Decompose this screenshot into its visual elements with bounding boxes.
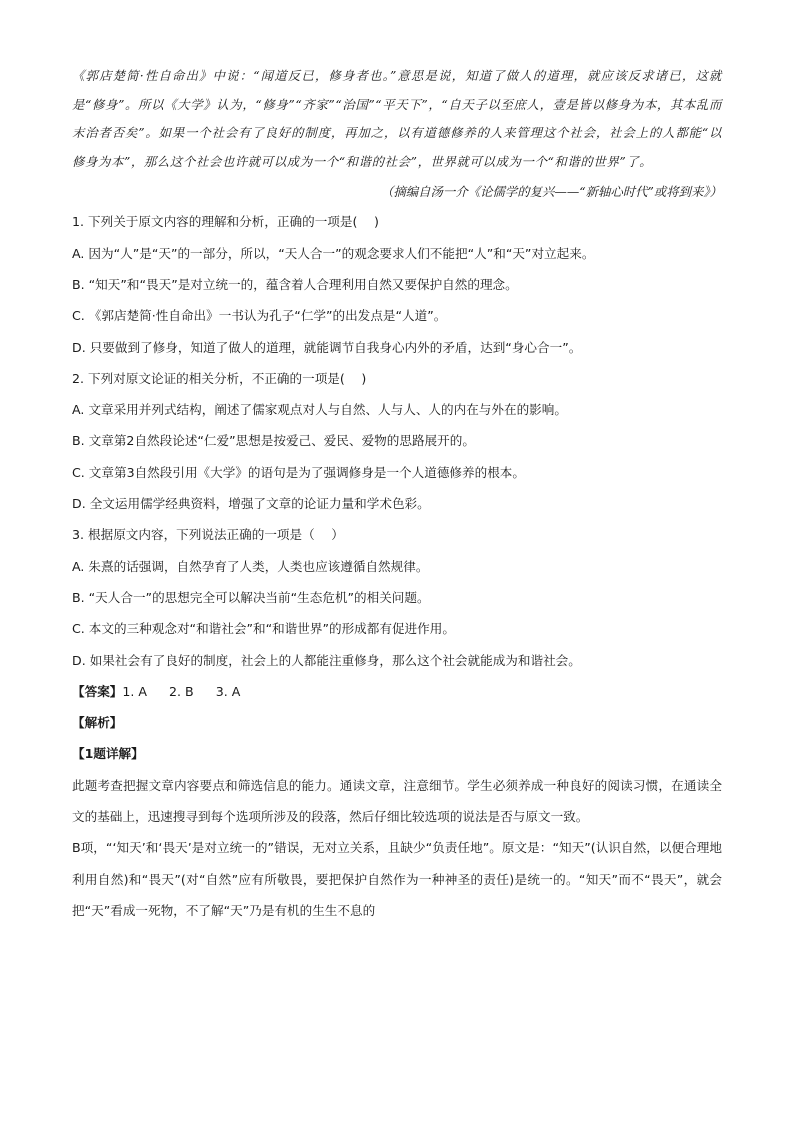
question-2-option-b: B. 文章第2自然段论述“仁爱”思想是按爱己、爱民、爱物的思路展开的。 bbox=[72, 433, 475, 449]
question-2-option-d: D. 全文运用儒学经典资料，增强了文章的论证力量和学术色彩。 bbox=[72, 496, 430, 512]
question-2-option-a: A. 文章采用并列式结构，阐述了儒家观点对人与自然、人与人、人的内在与外在的影响。 bbox=[72, 402, 567, 418]
analysis-detail-title: 【1题详解】 bbox=[72, 746, 144, 762]
passage-excerpt bbox=[72, 62, 722, 176]
question-1-option-b: B. “知天”和“畏天”是对立统一的，蕴含着人合理利用自然又要保护自然的理念。 bbox=[72, 276, 518, 292]
answer-label: 【答案】 bbox=[72, 683, 123, 699]
question-1-option-a: A. 因为“人”是“天”的一部分，所以，“天人合一”的观念要求人们不能把“人”和“天”对立起来。 bbox=[72, 245, 595, 261]
question-3-option-d: D. 如果社会有了良好的制度，社会上的人都能注重修身，那么这个社会就能成为和谐社会。 bbox=[72, 652, 581, 668]
passage-paragraph: 《郭店楚简·性自命出》中说：“闻道反已，修身者也。”意思是说，知道了做人的道理，就应该反求诸已，这就是“修身”。所以《大学》认为，“修身”“齐家”“治国”“平天下”，“自天子以至庶人，壹是皆以修身为本，其本乱而末治者否矣”。如果一个社会有了良好的制度，再加之，以有道德修养的人来管理这个社会，社会上的人都能“以修身为本”，那么这个社会也许就可以成为一个“和谐的社会”，世界就可以成为一个“和谐的世界”了。 bbox=[72, 68, 722, 169]
question-block bbox=[72, 206, 722, 926]
answer-item: 3. A bbox=[215, 683, 241, 699]
answer-line bbox=[72, 676, 722, 707]
answer-item: 1. A bbox=[122, 683, 148, 699]
question-3-stem: 3. 根据原文内容，下列说法正确的一项是（ ） bbox=[72, 527, 344, 543]
answer-item: 2. B bbox=[169, 683, 194, 699]
question-2-option-c: C. 文章第3自然段引用《大学》的语句是为了强调修身是一个人道德修养的根本。 bbox=[72, 464, 525, 480]
document-page bbox=[72, 62, 722, 926]
analysis-paragraph-1: 此题考查把握文章内容要点和筛选信息的能力。通读文章，注意细节。学生必须养成一种良好的阅读习惯，在通读全文的基础上，迅速搜寻到每个选项所涉及的段落，然后仔细比较选项的说法是否与原文一致。 bbox=[72, 777, 722, 825]
question-1-stem: 1. 下列关于原文内容的理解和分析，正确的一项是( ) bbox=[72, 214, 379, 230]
question-3-option-c: C. 本文的三种观念对“和谐社会”和“和谐世界”的形成都有促进作用。 bbox=[72, 621, 455, 637]
question-3-option-a: A. 朱熹的话强调，自然孕育了人类，人类也应该遵循自然规律。 bbox=[72, 558, 429, 574]
question-1-option-d: D. 只要做到了修身，知道了做人的道理，就能调节自我身心内外的矛盾，达到“身心合一”。 bbox=[72, 339, 582, 355]
analysis-label: 【解析】 bbox=[72, 715, 123, 731]
question-1-option-c: C. 《郭店楚简·性自命出》一书认为孔子“仁学”的出发点是“人道”。 bbox=[72, 308, 447, 324]
passage-source: （摘编自汤一介《论儒学的复兴——“新轴心时代”或将到来》） bbox=[380, 184, 722, 200]
question-2-stem: 2. 下列对原文论证的相关分析，不正确的一项是( ) bbox=[72, 370, 367, 386]
question-3-option-b: B. “天人合一”的思想完全可以解决当前“生态危机”的相关问题。 bbox=[72, 589, 430, 605]
analysis-paragraph-2: B项，“‘知天’和‘畏天’是对立统一的”错误，无对立关系，且缺少“负责任地”。原文是：“知天”(认识自然，以便合理地利用自然)和“畏天”(对“自然”应有所敬畏，要把保护自然作为一种神圣的责任)是统一的。“知天”而不“畏天”，就会把“天”看成一死物，不了解“天”乃是有机的生生不息的 bbox=[72, 840, 722, 918]
